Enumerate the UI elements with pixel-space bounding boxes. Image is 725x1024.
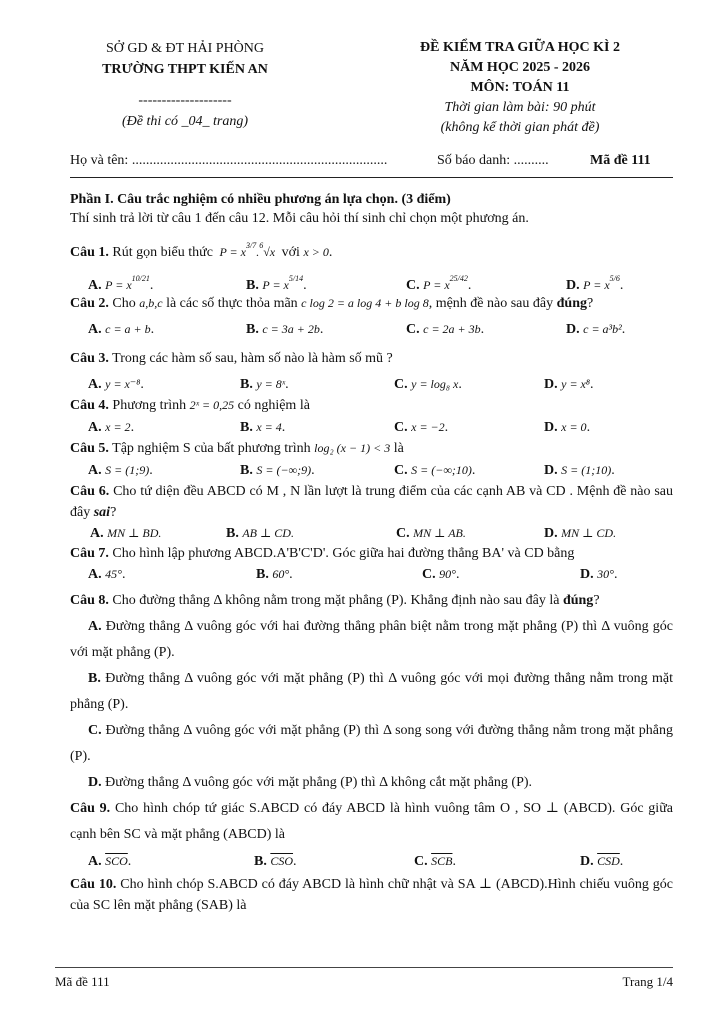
divider-dashes: -------------------- [138, 93, 232, 108]
q7-options [88, 564, 673, 584]
option-a[interactable]: A. y = x⁻⁸. [88, 377, 144, 392]
question-text: Cho [112, 296, 136, 311]
name-field-label: Họ và tên: ......................................................................... [70, 153, 388, 168]
pages-note: (Đề thi có _04_ trang) [122, 114, 248, 129]
option-b[interactable]: B. $\overline{CSO}$. [254, 854, 297, 869]
student-info-row [70, 151, 673, 178]
question-1: Câu 1. Rút gọn biểu thức $P = x^{3/7}.^6√x$ với x > 0. [70, 241, 333, 260]
option-c[interactable]: C. y = log₈ x. [394, 377, 462, 392]
exam-title: ĐỀ KIỂM TRA GIỮA HỌC KÌ 2 [420, 40, 620, 55]
question-text: Cho hình chóp S.ABCD có đáy ABCD là hình chữ nhật và SA ⊥ (ABCD).Hình chiếu vuông góc của SC lên mặt phẳng (SAB) là [70, 877, 673, 913]
option-a[interactable]: A. x = 2. [88, 420, 135, 435]
question-text: Trong các hàm số sau, hàm số nào là hàm số mũ ? [112, 351, 393, 366]
question-text: Phương trình [112, 398, 187, 413]
header-left [70, 38, 300, 132]
question-text: có nghiệm là [237, 398, 310, 413]
option-c[interactable]: C. $\overline{SCB}$. [414, 854, 456, 869]
option-d[interactable]: D. $\overline{CSD}$. [580, 854, 624, 869]
option-d[interactable]: D. c = a³b². [566, 322, 626, 337]
question-text: Cho đường thẳng Δ không nằm trong mặt phẳng (P). Khẳng định nào sau đây là [112, 593, 560, 608]
option-a[interactable]: A. $\overline{SCO}$. [88, 854, 132, 869]
equation: c log 2 = a log 4 + b log 8 [301, 296, 429, 310]
option-a[interactable]: A. c = a + b. [88, 322, 155, 337]
question-label: Câu 9. [70, 801, 111, 816]
part1-instruction: Thí sinh trả lời từ câu 1 đến câu 12. Mỗi câu hỏi thí sinh chỉ chọn một phương án. [70, 211, 529, 226]
option-b[interactable]: B. y = 8ˣ. [240, 377, 289, 392]
option-c[interactable]: C. 90°. [422, 567, 460, 582]
option-d[interactable]: D. y = x⁸. [544, 377, 594, 392]
footer-exam-code: Mã đề 111 [55, 974, 110, 989]
emphasis: đúng [556, 296, 587, 311]
question-8: Câu 8. Cho đường thẳng Δ không nằm trong mặt phẳng (P). Khẳng định nào sau đây là đúng? [70, 593, 600, 608]
time-limit: Thời gian làm bài: 90 phút [444, 100, 596, 115]
page-number: Trang 1/4 [622, 974, 673, 989]
option-a[interactable]: A. S = (1;9). [88, 463, 153, 478]
emphasis: sai [93, 505, 111, 520]
question-text: Cho tứ diện đều ABCD có M , N lần lượt là trung điểm của các cạnh AB và CD . Mệnh đề nào sau đây [70, 484, 674, 520]
variables: a,b,c [139, 296, 163, 310]
exam-code: Mã đề 111 [590, 153, 651, 168]
question-label: Câu 8. [70, 593, 109, 608]
question-9 [70, 796, 673, 848]
option-a[interactable]: A. 45°. [88, 567, 126, 582]
question-text: là [393, 441, 404, 456]
option-c[interactable]: C. Đường thẳng Δ vuông góc với mặt phẳng (P) thì Δ song song với đường thẳng nằm trong mặt phẳng (P). [70, 723, 674, 764]
id-field-label: Số báo danh: .......... [437, 153, 549, 168]
option-c[interactable]: C. c = 2a + 3b. [406, 322, 485, 337]
option-b[interactable]: B. S = (−∞;9). [240, 463, 315, 478]
question-text: Cho hình lập phương ABCD.A'B'C'D'. Góc giữa hai đường thẳng BA' và CD bằng [112, 546, 575, 561]
q9-options [88, 848, 673, 874]
word-with: với [281, 245, 300, 260]
school-year: NĂM HỌC 2025 - 2026 [450, 60, 590, 75]
question-4 [70, 395, 673, 416]
header-right [370, 38, 670, 138]
option-d[interactable]: D. MN ⊥ CD. [544, 526, 617, 541]
option-c[interactable]: C. x = −2. [394, 420, 449, 435]
q4-options [88, 416, 673, 438]
option-d[interactable]: D. $P = x^{5/6}$. [566, 274, 624, 293]
part1-title: Phần I. Câu trắc nghiệm có nhiều phương án lựa chọn. (3 điểm) [70, 192, 451, 207]
option-b[interactable]: B. $P = x^{5/14}$. [246, 274, 307, 293]
question-label: Câu 3. [70, 351, 109, 366]
option-a[interactable]: A. $P = x^{10/21}$. [88, 274, 154, 293]
question-text: Tập nghiệm S của bất phương trình [112, 441, 311, 456]
option-b[interactable]: B. x = 4. [240, 420, 286, 435]
question-label: Câu 2. [70, 296, 109, 311]
option-c[interactable]: C. MN ⊥ AB. [396, 526, 466, 541]
option-d[interactable]: D. x = 0. [544, 420, 591, 435]
q2-options [88, 318, 673, 340]
question-label: Câu 4. [70, 398, 109, 413]
option-b[interactable]: B. AB ⊥ CD. [226, 526, 294, 541]
question-label: Câu 6. [70, 484, 110, 499]
q6-options [90, 523, 673, 543]
question-10 [70, 874, 673, 916]
emphasis: đúng [562, 593, 594, 608]
question-5 [70, 438, 673, 459]
question-2: Câu 2. Cho a,b,c là các số thực thỏa mãn c log 2 = a log 4 + b log 8, mệnh đề nào sau đây đúng? [70, 296, 594, 311]
question-text: là các số thực thỏa mãn [166, 296, 298, 311]
equation: log₂ (x − 1) < 3 [314, 441, 391, 455]
subject: MÔN: TOÁN 11 [470, 80, 570, 95]
condition: x > 0 [303, 245, 329, 259]
dept-name: SỞ GD & ĐT HẢI PHÒNG [105, 41, 265, 56]
question-label: Câu 1. [70, 245, 109, 260]
question-label: Câu 10. [70, 877, 117, 892]
question-text: Rút gọn biểu thức [112, 245, 213, 260]
question-text: , mệnh đề nào sau đây [428, 296, 554, 311]
option-d[interactable]: D. Đường thẳng Δ vuông góc với mặt phẳng (P) thì Δ không cắt mặt phẳng (P). [88, 775, 533, 790]
exam-header [70, 38, 673, 143]
question-label: Câu 5. [70, 441, 109, 456]
question-3 [70, 348, 673, 369]
option-a[interactable]: A. MN ⊥ BD. [90, 526, 162, 541]
option-d[interactable]: D. S = (1;10). [544, 463, 615, 478]
q3-options [88, 373, 673, 395]
question-label: Câu 7. [70, 546, 109, 561]
option-b[interactable]: B. c = 3a + 2b. [246, 322, 324, 337]
option-c[interactable]: C. S = (−∞;10). [394, 463, 476, 478]
option-b[interactable]: B. 60°. [256, 567, 293, 582]
exam-page [70, 38, 673, 916]
equation: 2ˣ = 0,25 [189, 398, 235, 412]
formula: $P = x^{3/7}.^6√x$ [216, 241, 279, 259]
option-d[interactable]: D. 30°. [580, 567, 618, 582]
school-name: TRƯỜNG THPT KIẾN AN [102, 62, 268, 77]
option-c[interactable]: C. $P = x^{25/42}$. [406, 274, 472, 293]
question-text: Cho hình chóp tứ giác S.ABCD có đáy ABCD là hình vuông tâm O , SO ⊥ (ABCD). Góc giữa cạnh bên SC và mặt phẳng (ABCD) là [70, 801, 673, 842]
time-note: (không kể thời gian phát đề) [440, 120, 600, 135]
q5-options [88, 459, 673, 481]
part1-header [70, 190, 673, 228]
option-a[interactable]: A. Đường thẳng Δ vuông góc với hai đường thẳng phân biệt nằm trong mặt phẳng (P) thì Δ vuông góc với mặt phẳng (P). [70, 619, 674, 660]
page-footer [55, 967, 673, 990]
question-7 [70, 543, 673, 564]
option-b[interactable]: B. Đường thẳng Δ vuông góc với mặt phẳng (P) thì Δ vuông góc với mọi đường thẳng nằm trong mặt phẳng (P). [70, 671, 674, 712]
q1-options [88, 265, 673, 293]
question-6: Câu 6. Cho tứ diện đều ABCD có M , N lần lượt là trung điểm của các cạnh AB và CD . Mệnh đề nào sau đây sai? [70, 484, 674, 520]
